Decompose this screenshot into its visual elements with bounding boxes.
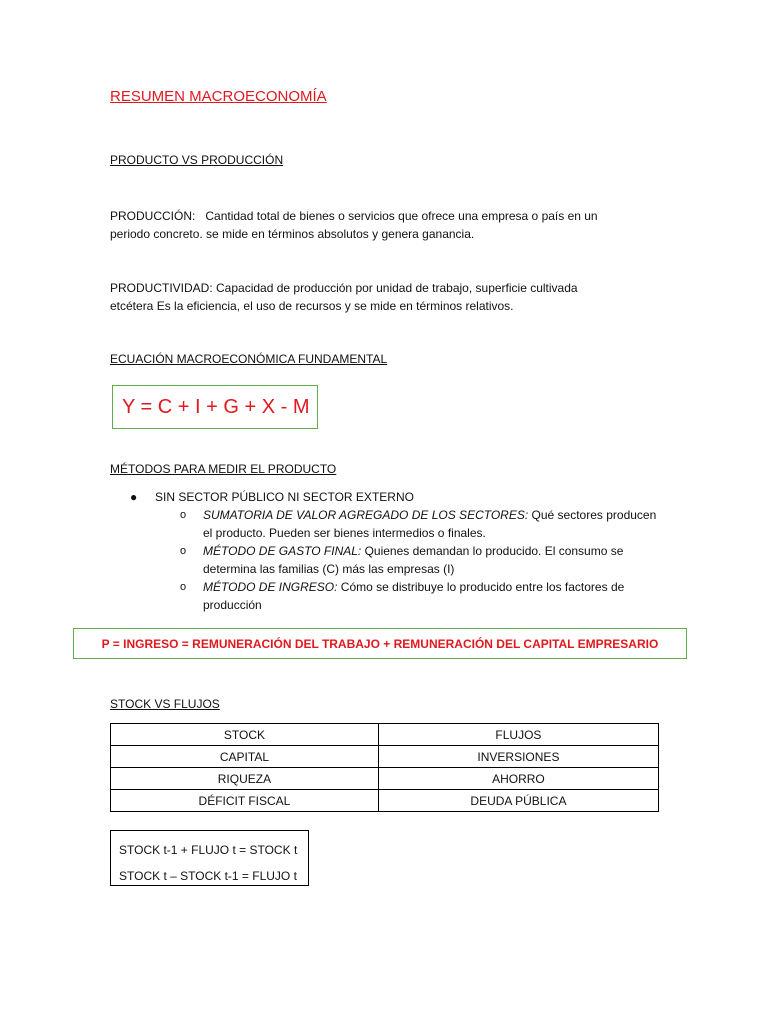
produccion-text-line2: periodo concreto. se mide en términos absolutos y genera ganancia. — [110, 227, 475, 241]
section-heading-producto: PRODUCTO VS PRODUCCIÓN — [110, 153, 284, 167]
table-cell: AHORRO — [378, 768, 658, 790]
methods-list — [130, 489, 660, 614]
section-heading-stock-flujos: STOCK VS FLUJOS — [110, 697, 220, 711]
formula-1: STOCK t-1 + FLUJO t = STOCK t — [119, 843, 298, 857]
method-text-line2: el producto. Pueden ser bienes intermedios o finales. — [203, 526, 486, 540]
method-text: Quienes demandan lo producido. El consumo se — [361, 544, 624, 558]
method-text: Qué sectores producen — [528, 508, 657, 522]
produccion-label: PRODUCCIÓN: — [110, 209, 196, 223]
equation-text: Y = C + I + G + X - M — [122, 395, 310, 418]
section-heading-metodos: MÉTODOS PARA MEDIR EL PRODUCTO — [110, 462, 337, 476]
bullet-icon: ● — [130, 490, 138, 504]
table-cell: INVERSIONES — [378, 746, 658, 768]
section-heading-ecuacion: ECUACIÓN MACROECONÓMICA FUNDAMENTAL — [110, 352, 388, 366]
method-item-gasto-final — [130, 542, 660, 578]
circle-bullet-icon: o — [180, 581, 187, 593]
stock-flujos-table — [110, 723, 659, 812]
method-text: Cómo se distribuye lo producido entre los factores de — [337, 580, 625, 594]
method-item-valor-agregado — [130, 506, 660, 542]
income-identity-text: P = INGRESO = REMUNERACIÓN DEL TRABAJO + REMUNERACIÓN DEL CAPITAL EMPRESARIO — [101, 636, 659, 651]
formula-2: STOCK t – STOCK t-1 = FLUJO t — [119, 869, 297, 883]
table-row — [111, 746, 659, 768]
circle-bullet-icon: o — [180, 545, 187, 557]
bullet-text: SIN SECTOR PÚBLICO NI SECTOR EXTERNO — [155, 490, 414, 504]
table-cell: DEUDA PÚBLICA — [378, 790, 658, 812]
method-label: MÉTODO DE INGRESO: — [203, 580, 338, 594]
method-text-line2: determina las familias (C) más las empresas (I) — [203, 562, 455, 576]
productividad-text-line1: PRODUCTIVIDAD: Capacidad de producción por unidad de trabajo, superficie cultivada — [110, 281, 578, 295]
table-cell: RIQUEZA — [111, 768, 379, 790]
circle-bullet-icon: o — [180, 509, 187, 521]
productividad-definition — [110, 279, 650, 315]
equation-box — [112, 385, 318, 429]
table-header-row — [111, 724, 659, 746]
stock-flow-formulas-box — [110, 830, 309, 886]
method-item-ingreso — [130, 578, 660, 614]
bullet-item — [130, 489, 660, 506]
method-label: MÉTODO DE GASTO FINAL: — [203, 544, 362, 558]
productividad-text-line2: etcétera Es la eficiencia, el uso de recursos y se mide en términos relativos. — [110, 299, 514, 313]
document-title: RESUMEN MACROECONOMÍA — [110, 88, 327, 105]
income-identity-box — [73, 628, 687, 659]
table-cell: CAPITAL — [111, 746, 379, 768]
table-row — [111, 768, 659, 790]
table-header-cell: STOCK — [111, 724, 379, 746]
table-header-cell: FLUJOS — [378, 724, 658, 746]
table-cell: DÉFICIT FISCAL — [111, 790, 379, 812]
table-row — [111, 790, 659, 812]
method-label: SUMATORIA DE VALOR AGREGADO DE LOS SECTORES: — [203, 508, 529, 522]
produccion-text-line1: Cantidad total de bienes o servicios que ofrece una empresa o país en un — [205, 209, 598, 223]
produccion-definition — [110, 207, 650, 243]
method-text-line2: producción — [203, 598, 262, 612]
